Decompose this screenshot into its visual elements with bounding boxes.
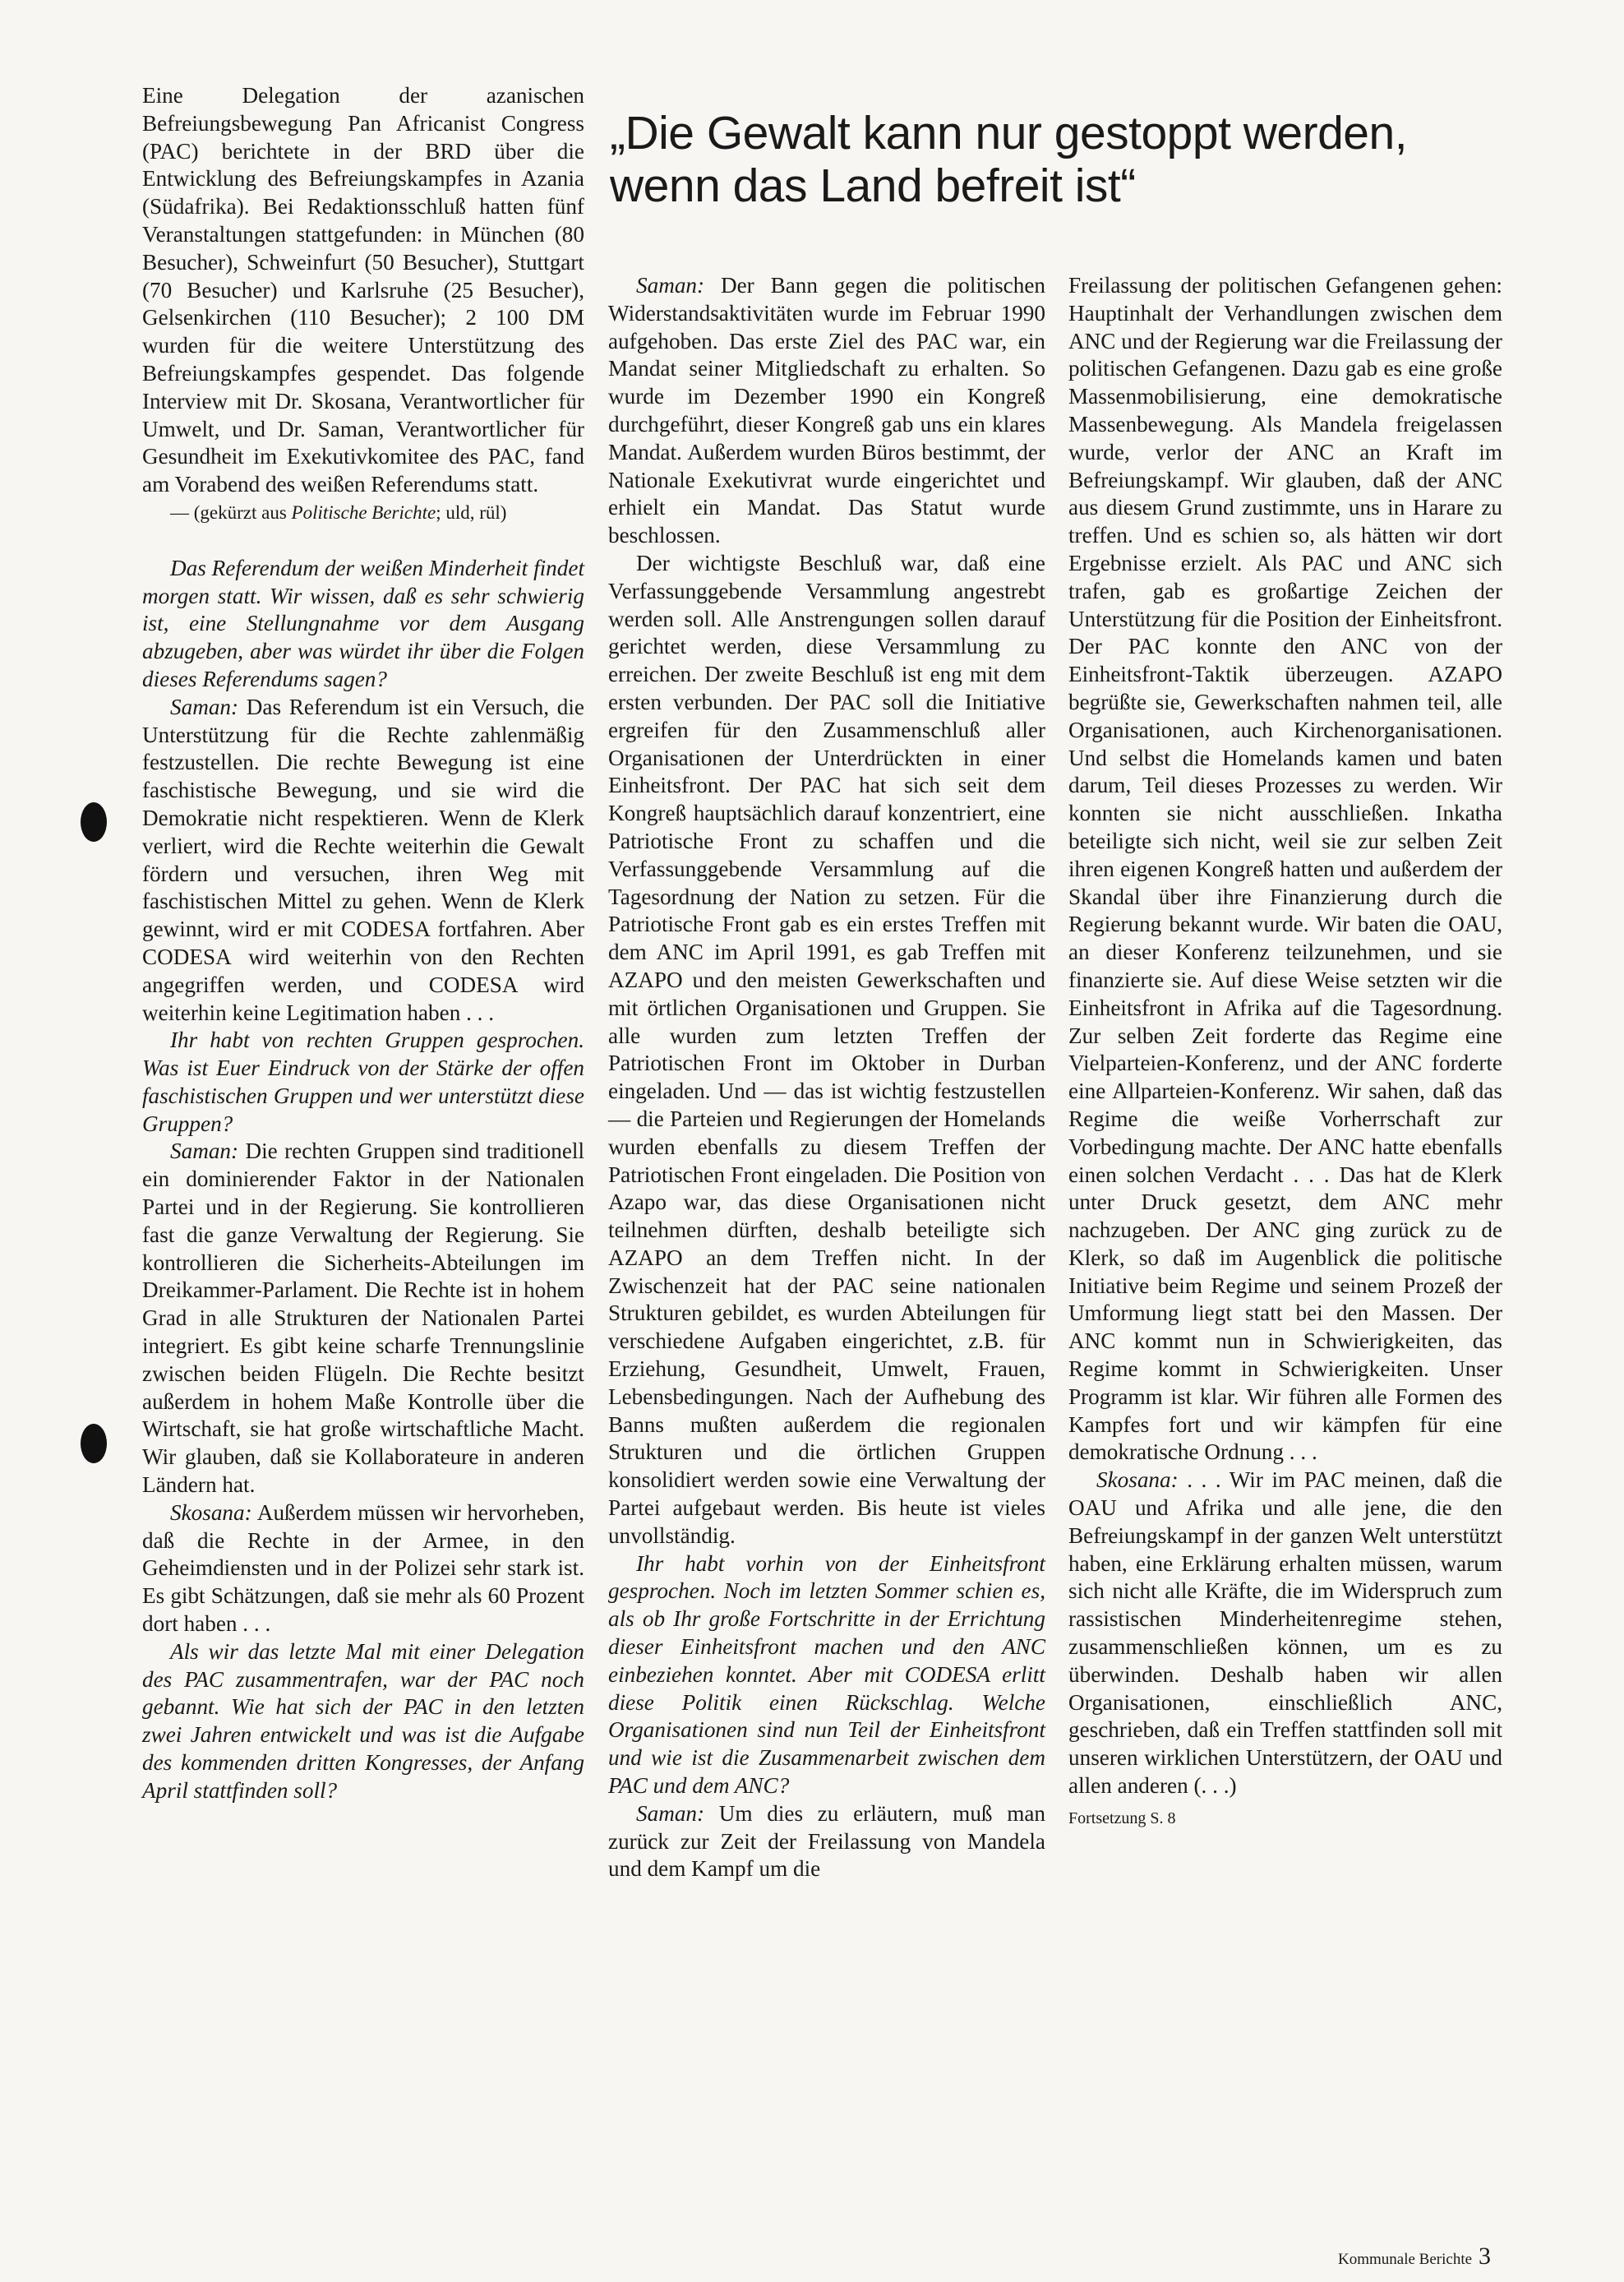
answer-saman-2: Saman: Die rechten Gruppen sind traditionell ein dominierender Faktor in der Nationalen Partei und in der Regierung. Sie kontrollieren fast die ganze Verwaltung der Regierung. Sie kontrollieren die Sicherheits-Abteilungen im Dreikammer-Parlament. Die Rechte ist in hohem Grad in alle Strukturen der Nationalen Partei integriert. Es gibt keine scharfe Trennungslinie zwischen beiden Flügeln. Die Rechte besitzt außerdem in hohem Maße Kontrolle über die Wirtschaft, sie hat große wirtschaftliche Macht. Wir glauben, daß sie Kollaborateure in anderen Ländern hat. [142, 1139, 584, 1498]
headline: „Die Gewalt kann nur gestoppt werden, wenn das Land befreit ist“ [610, 107, 1408, 212]
column-left [142, 82, 584, 1805]
paragraph-continued: Freilassung der politischen Gefangenen gehen: Hauptinhalt der Verhandlungen zwischen dem ANC und der Regierung war die Freilassung der politischen Gefangenen. Dazu gab es eine große Massenmobilisierung, eine demokratische Massenbewegung. Als Mandela freigelassen wurde, verlor der ANC an Kraft im Befreiungskampf. Wir glauben, daß der ANC aus diesem Grund zustimmte, uns in Harare zu treffen. Und es schien so, als hätten wir dort Ergebnisse erzielt. Als PAC und ANC sich trafen, gab es großartige Zeichen der Unterstützung für die Position der Einheitsfront. Der PAC konnte den ANC von der Einheitsfront-Taktik überzeugen. AZAPO begrüßte sie, Gewerkschaften nahmen teil, alle Organisationen, auch Kirchenorganisationen. Und selbst die Homelands kamen und baten darum, Teil dieses Prozesses zu werden. Wir konnten sie nicht ausschließen. Inkatha beteiligte sich nicht, weil sie zur selben Zeit ihren eigenen Kongreß hatten und außerdem der Skandal über ihre Finanzierung durch die Regierung bekannt wurde. Wir baten die OAU, an dieser Konferenz teilzunehmen, und sie finanzierte sie. Auf diese Weise setzten wir die Einheitsfront in Afrika auf die Tagesordnung. Zur selben Zeit forderte das Regime eine Vielparteien-Konferenz, und der ANC forderte eine Allparteien-Konferenz. Wir sahen, daß das Regime die weiße Vorherrschaft zur Vorbedingung machte. Der ANC hatte ebenfalls einen solchen Verdacht . . . Das hat de Klerk unter Druck gesetzt, dem ANC mehr nachzugeben. Der ANC ging zurück zu de Klerk, so daß im Augenblick die politische Initiative beim Regime und seinem Prozeß der Umformung liegt statt bei den Massen. Der ANC kommt nun in Schwierigkeiten, das Regime kommt in Schwierigkeiten. Unser Programm ist klar. Wir führen alle Formen des Kampfes fort und wir kämpfen für eine demokratische Ordnung . . . [1068, 273, 1502, 1465]
column-middle [608, 272, 1045, 1883]
page-number: 3 [1479, 2243, 1492, 2270]
publication-name: Kommunale Berichte [1338, 2251, 1473, 2268]
answer-skosana-2: Skosana: . . . Wir im PAC meinen, daß die OAU und Afrika und alle jene, die den Befreiungskampf in der ganzen Welt unterstützt haben, eine Erklärung erhalten müssen, warum sich nicht alle Kräfte, die im Widerspruch zum rassistischen Minderheitenregime stehen, zusammenschließen können, um es zu überwinden. Deshalb haben wir allen Organisationen, einschließlich ANC, geschrieben, daß ein Treffen stattfinden soll mit unseren wirklichen Unterstützern, der OAU und allen anderen (. . .) [1068, 1467, 1502, 1799]
speaker-label: Skosana: [170, 1499, 252, 1525]
question-4: Ihr habt vorhin von der Einheitsfront gesprochen. Noch im letzten Sommer schien es, als ob Ihr große Fortschritte in der Errichtung dieser Einheitsfront machen und den ANC einbeziehen konntet. Aber mit CODESA erlitt diese Politik einen Rückschlag. Welche Organisationen sind nun Teil der Einheitsfront und wie ist die Zusammenarbeit zwischen dem PAC und dem ANC? [608, 1550, 1045, 1799]
source-note: — (gekürzt aus Politische Berichte; uld, rül) [170, 501, 507, 523]
punch-hole-bottom [81, 1424, 107, 1463]
question-2: Ihr habt von rechten Gruppen gesprochen. Was ist Euer Eindruck von der Stärke der offen faschistischen Gruppen und wer unterstützt diese Gruppen? [142, 1028, 584, 1136]
page-footer [1338, 2243, 1491, 2270]
answer-skosana-1: Skosana: Außerdem müssen wir hervorheben, daß die Rechte in der Armee, in den Geheimdiensten und in der Polizei sehr stark ist. Es gibt Schätzungen, daß sie mehr als 60 Prozent dort haben . . . [142, 1499, 584, 1637]
intro-paragraph: Eine Delegation der azanischen Befreiungsbewegung Pan Africanist Congress (PAC) berichtete in der BRD über die Entwicklung des Befreiungskampfes in Azania (Südafrika). Bei Redaktionsschluß hatten fünf Veranstaltungen stattgefunden: in München (80 Besucher), Schweinfurt (50 Besucher), Stuttgart (70 Besucher) und Karlsruhe (25 Besucher), Gelsenkirchen (110 Besucher); 2 100 DM wurden für die weitere Unterstützung des Befreiungskampfes gespendet. Das folgende Interview mit Dr. Skosana, Verantwortlicher für Umwelt, und Dr. Saman, Verantwortlicher für Gesundheit im Exekutivkomitee des PAC, fand am Vorabend des weißen Referendums statt. [142, 83, 584, 497]
answer-saman-4: Saman: Um dies zu erläutern, muß man zurück zur Zeit der Freilassung von Mandela und dem Kampf um die [608, 1800, 1045, 1882]
question-3: Als wir das letzte Mal mit einer Delegation des PAC zusammentrafen, war der PAC noch gebannt. Wie hat sich der PAC in den letzten zwei Jahren entwickelt und was ist die Aufgabe des kommenden dritten Kongresses, der Anfang April stattfinden soll? [142, 1638, 584, 1803]
speaker-label: Skosana: [1096, 1467, 1179, 1493]
speaker-label: Saman: [170, 1139, 239, 1164]
speaker-label: Saman: [636, 1800, 705, 1826]
continued-note: Fortsetzung S. 8 [1068, 1809, 1176, 1827]
column-right [1068, 272, 1502, 1833]
answer-saman-3: Saman: Der Bann gegen die politischen Widerstandsaktivitäten wurde im Februar 1990 aufgehoben. Das erste Ziel des PAC war, ein Mandat seiner Mitgliedschaft zu erhalten. So wurde im Dezember 1990 ein Kongreß durchgeführt, dieser Kongreß gab uns ein klares Mandat. Außerdem wurden Büros bestimmt, der Nationale Exekutivrat wurde eingerichtet und erhielt ein Mandat. Das Statut wurde beschlossen. [608, 273, 1045, 548]
paragraph-beschluss: Der wichtigste Beschluß war, daß eine Verfassunggebende Versammlung angestrebt werden soll. Alle Anstrengungen sollen darauf gerichtet werden, diese Versammlung zu erreichen. Der zweite Beschluß ist eng mit dem ersten verbunden. Der PAC soll die Initiative ergreifen für den Zusammenschluß aller Organisationen der Unterdrückten in einer Einheitsfront. Der PAC hat sich seit dem Kongreß hauptsächlich darauf konzentriert, eine Patriotische Front zu schaffen und die Verfassunggebende Versammlung auf die Tagesordnung der Nation zu setzen. Für die Patriotische Front gab es ein erstes Treffen mit dem ANC im April 1991, es gab Treffen mit AZAPO und den meisten Gewerkschaften und mit örtlichen Organisationen und Gruppen. Sie alle wurden zum letzten Treffen der Patriotischen Front im Oktober in Durban eingeladen. Und — das ist wichtig festzustellen — die Parteien und Regierungen der Homelands wurden ebenfalls zu diesem Treffen der Patriotischen Front eingeladen. Die Position von Azapo war, das diese Organisationen nicht teilnehmen dürften, deshalb beteiligte sich AZAPO an dem Treffen nicht. In der Zwischenzeit hat der PAC seine nationalen Strukturen gebildet, es wurden Abteilungen für verschiedene Aufgaben eingerichtet, z.B. für Erziehung, Gesundheit, Umwelt, Frauen, Lebensbedingungen. Nach der Aufhebung des Banns mußten außerdem die regionalen Strukturen und die örtlichen Gruppen konsolidiert werden sowie eine Verwaltung der Partei aufgebaut werden. Bis heute ist vieles unvollständig. [608, 550, 1045, 1548]
speaker-label: Saman: [170, 694, 239, 719]
answer-saman-1: Saman: Das Referendum ist ein Versuch, die Unterstützung für die Rechte zahlenmäßig festzustellen. Die rechte Bewegung ist eine faschistische Bewegung, und sie wird die Demokratie nicht respektieren. Wenn de Klerk verliert, wird die Rechte weiterhin die Gewalt fördern und versuchen, ihren Weg mit faschistischen Mittel zu gehen. Wenn de Klerk gewinnt, wird er mit CODESA fortfahren. Aber CODESA wird weiterhin von den Rechten angegriffen werden, und CODESA wird weiterhin keine Legitimation haben . . . [142, 694, 584, 1025]
speaker-label: Saman: [636, 273, 705, 298]
question-1: Das Referendum der weißen Minderheit findet morgen statt. Wir wissen, daß es sehr schwierig ist, eine Stellungnahme vor dem Ausgang abzugeben, aber was würdet ihr über die Folgen dieses Referendums sagen? [142, 555, 584, 691]
punch-hole-top [81, 802, 107, 842]
